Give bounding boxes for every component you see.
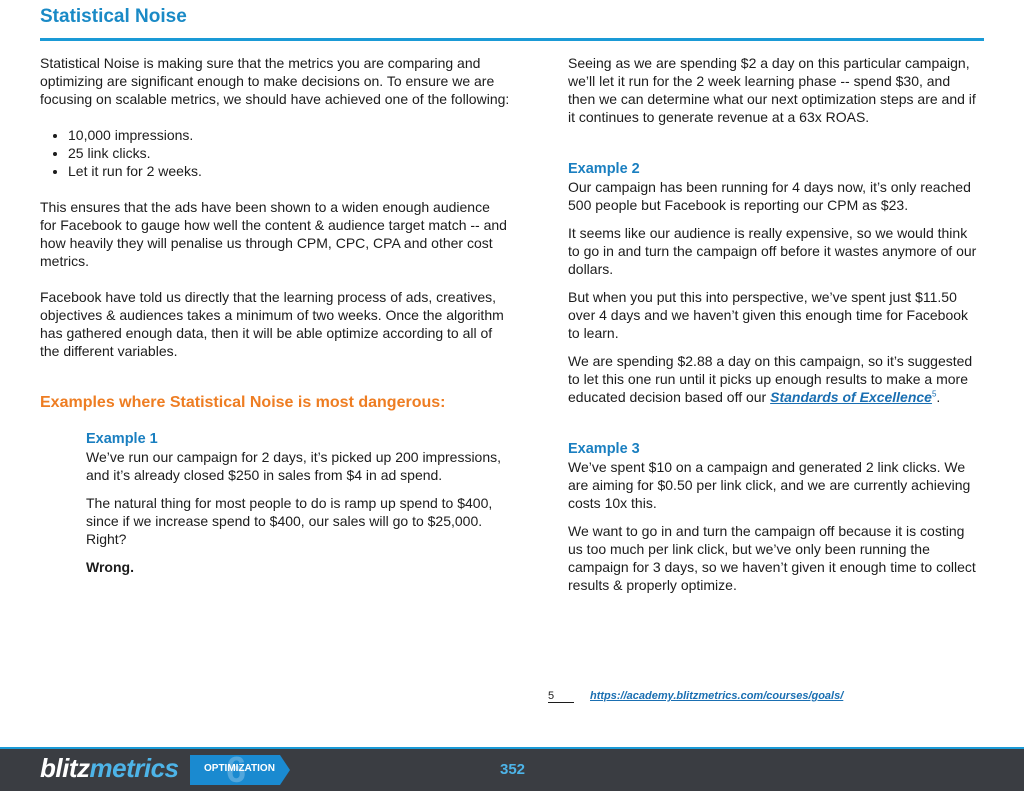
footer-bar [0,749,1024,791]
example-2-title: Example 2 [568,161,640,177]
standards-link[interactable]: Standards of Excellence [770,389,932,405]
paragraph: We want to go in and turn the campaign off because it is costing us too much per link click, but we’ve only been running the campaign for 3 days, so we haven’t given it enough time to collect results & properly optimize. [568,523,976,593]
paragraph: But when you put this into perspective, we’ve spent just $11.50 over 4 days and we haven’t given this enough time for Facebook to learn. [568,289,969,341]
section-label: OPTIMIZATION [204,763,275,774]
paragraph-end: . [936,389,941,405]
section-heading: Examples where Statistical Noise is most dangerous: [40,394,446,411]
paragraph: The natural thing for most people to do is ramp up spend to $400, since if we increase spend to $400, our sales will go to $25,000. Right? [86,495,493,547]
paragraph-text: We are spending $2.88 a day on this campaign, so it’s suggested to let this one run until it picks up enough results to make a more educated decision based off our [568,353,973,405]
page-title: Statistical Noise [40,6,187,27]
page-number: 352 [500,761,526,778]
paragraph [568,352,978,406]
footnote [548,690,843,703]
example-2 [568,160,978,406]
section-number: 6 [226,749,247,790]
example-1 [86,430,510,576]
logo-part-1: blitz [40,753,90,783]
footnote-link[interactable]: https://academy.blitzmetrics.com/courses/goals/ [590,690,844,702]
paragraph: We’ve run our campaign for 2 days, it’s picked up 200 impressions, and it’s already closed $250 in sales from $4 in ad spend. [86,449,502,483]
example-3-title: Example 3 [568,441,640,457]
list-item: • 25 link clicks. [68,144,510,162]
paragraph: Facebook have told us directly that the learning process of ads, creatives, objectives & audiences takes a minimum of two weeks. Once the algorithm has gathered enough data, then it will be able optimize according to all of the different variables. [40,289,504,359]
example-1-title: Example 1 [86,431,158,447]
criteria-list [40,126,510,180]
right-column [568,54,978,594]
paragraph: Seeing as we are spending $2 a day on this particular campaign, we’ll let it run for the 2 week learning phase -- spend $30, and then we can determine what our next optimization steps are and if it continues to generate revenue at a 63x ROAS. [568,55,976,125]
blitzmetrics-logo [40,753,179,784]
paragraph: It seems like our audience is really expensive, so we would think to go in and turn the campaign off before it wastes anymore of our dollars. [568,225,977,277]
left-column [40,54,510,576]
logo-part-2: metrics [89,753,179,783]
paragraph: Our campaign has been running for 4 days now, it’s only reached 500 people but Facebook is reporting our CPM as $23. [568,179,971,213]
title-divider [40,38,984,41]
intro-paragraph: Statistical Noise is making sure that the metrics you are comparing and optimizing are significant enough to make decisions on. To ensure we are focusing on scalable metrics, we should have achieved one of the following: [40,55,510,107]
example-3 [568,440,978,594]
paragraph: We’ve spent $10 on a campaign and generated 2 link clicks. We are aiming for $0.50 per link click, and we are currently achieving costs 10x this. [568,459,971,511]
footnote-ref: 5 [931,389,937,399]
list-item: • Let it run for 2 weeks. [68,162,510,180]
footnote-number: 5 [548,690,574,703]
paragraph: This ensures that the ads have been shown to a widen enough audience for Facebook to gauge how well the content & audience target match -- and how heavily they will penalise us through CPM, CPC, CPA and other cost metrics. [40,199,507,269]
paragraph: Wrong. [86,559,134,575]
list-item: • 10,000 impressions. [68,126,510,144]
